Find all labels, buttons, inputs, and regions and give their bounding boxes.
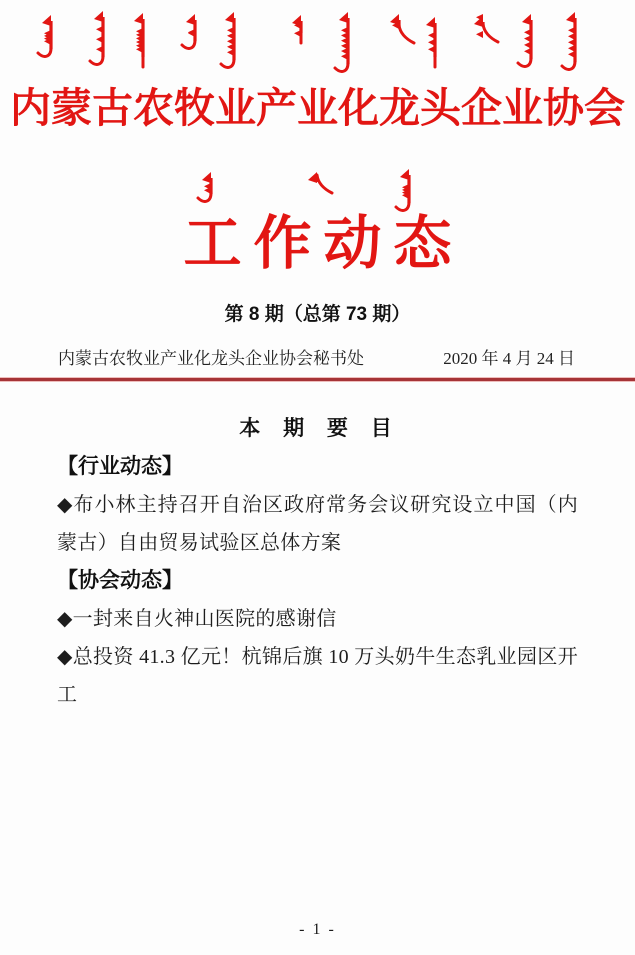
mongolian-word <box>128 12 158 82</box>
organization-title: 内蒙古农牧业产业化龙头企业协会 <box>10 85 625 131</box>
page-number: - 1 - <box>299 921 336 938</box>
toc-item: ◆一封来自火神山医院的感谢信 <box>57 608 337 630</box>
toc-heading: 本 期 要 目 <box>239 417 396 440</box>
mongolian-word <box>384 13 414 51</box>
mongolian-word <box>36 14 66 74</box>
mongolian-word <box>286 14 316 58</box>
publish-date: 2020 年 4 月 24 日 <box>443 349 575 368</box>
mongolian-word <box>333 11 363 89</box>
mongolian-word <box>302 171 332 201</box>
table-of-contents <box>57 410 578 714</box>
publisher-row <box>58 344 575 369</box>
toc-section-industry: 【行业动态】 <box>57 455 183 478</box>
mongolian-word <box>180 13 210 66</box>
mongolian-word <box>219 11 249 85</box>
masthead-divider-rule <box>0 377 635 382</box>
bulletin-title: 工作动态 <box>183 211 464 276</box>
toc-item: ◆布小林主持召开自治区政府常务会议研究设立中国（内蒙古）自由贸易试验区总体方案 <box>57 494 578 554</box>
mongolian-word <box>420 16 450 82</box>
mongolian-word <box>88 10 118 82</box>
publisher-name: 内蒙古农牧业产业化龙头企业协会秘书处 <box>58 349 364 368</box>
mongolian-word <box>468 15 498 50</box>
issue-number: 第 8 期（总第 73 期） <box>224 304 411 325</box>
toc-section-association: 【协会动态】 <box>57 569 183 592</box>
mongolian-word <box>560 11 590 87</box>
mongolian-word <box>516 13 546 84</box>
toc-item: ◆总投资 41.3 亿元！杭锦后旗 10 万头奶牛生态乳业园区开工 <box>57 646 578 706</box>
